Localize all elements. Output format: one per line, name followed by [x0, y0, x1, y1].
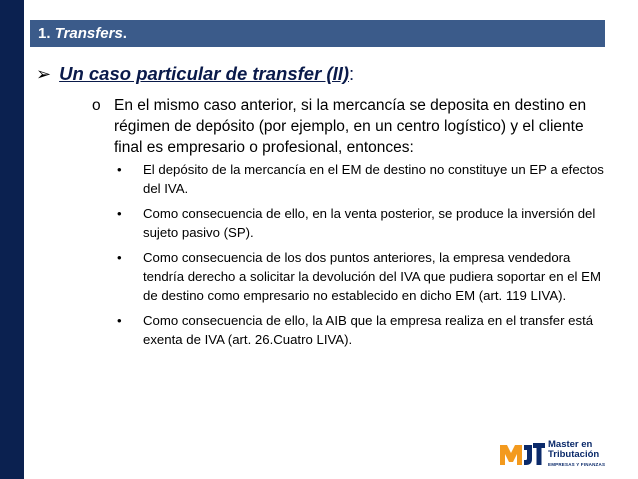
bullet-text: Como consecuencia de ello, en la venta posterior, se produce la inversión del sujeto pasivo (SP).: [143, 206, 596, 240]
slide-heading: [36, 63, 354, 85]
bullet-text: El depósito de la mercancía en el EM de destino no constituye un EP a efectos del IVA.: [143, 162, 604, 196]
heading-colon: :: [349, 63, 355, 84]
arrow-bullet-icon: ➢: [36, 63, 52, 84]
bullet-item: [117, 248, 607, 305]
sub-item: [92, 95, 602, 158]
heading-text: Un caso particular de transfer (II): [59, 63, 350, 84]
circle-bullet-icon: o: [92, 97, 101, 114]
bullet-dot-icon: •: [117, 250, 122, 265]
bullet-dot-icon: •: [117, 206, 122, 221]
logo-text: [548, 440, 605, 470]
sub-item-text: En el mismo caso anterior, si la mercancía se deposita en destino en régimen de depósito (por ejemplo, en un centro logístico) y el cliente final es empresario o profesional, entonces:: [114, 97, 587, 156]
section-number: 1.: [38, 25, 55, 42]
master-tributacion-logo: [498, 437, 608, 471]
bullet-item: [117, 311, 607, 349]
bullet-item: [117, 160, 607, 198]
bullet-dot-icon: •: [117, 313, 122, 328]
logo-tagline: EMPRESAS Y FINANZAS: [548, 462, 606, 467]
section-title-bar: [30, 20, 605, 47]
logo-mark-icon: [498, 437, 546, 469]
logo-line-1: Master en: [548, 439, 593, 450]
bullet-item: [117, 204, 607, 242]
left-accent-stripe: [0, 0, 24, 479]
section-title-period: .: [122, 25, 127, 42]
bullet-text: Como consecuencia de ello, la AIB que la empresa realiza en el transfer está exenta de IVA (art. 26.Cuatro LIVA).: [143, 313, 594, 347]
section-title: Transfers: [54, 25, 123, 42]
bullet-text: Como consecuencia de los dos puntos anteriores, la empresa vendedora tendría derecho a solicitar la devolución del IVA que pudiera soportar en el EM de destino como empresario no establecido en dicho EM (art. 119 LIVA).: [143, 250, 601, 303]
bullet-list: [117, 160, 607, 355]
bullet-dot-icon: •: [117, 162, 122, 177]
logo-line-2: Tributación: [548, 449, 600, 460]
